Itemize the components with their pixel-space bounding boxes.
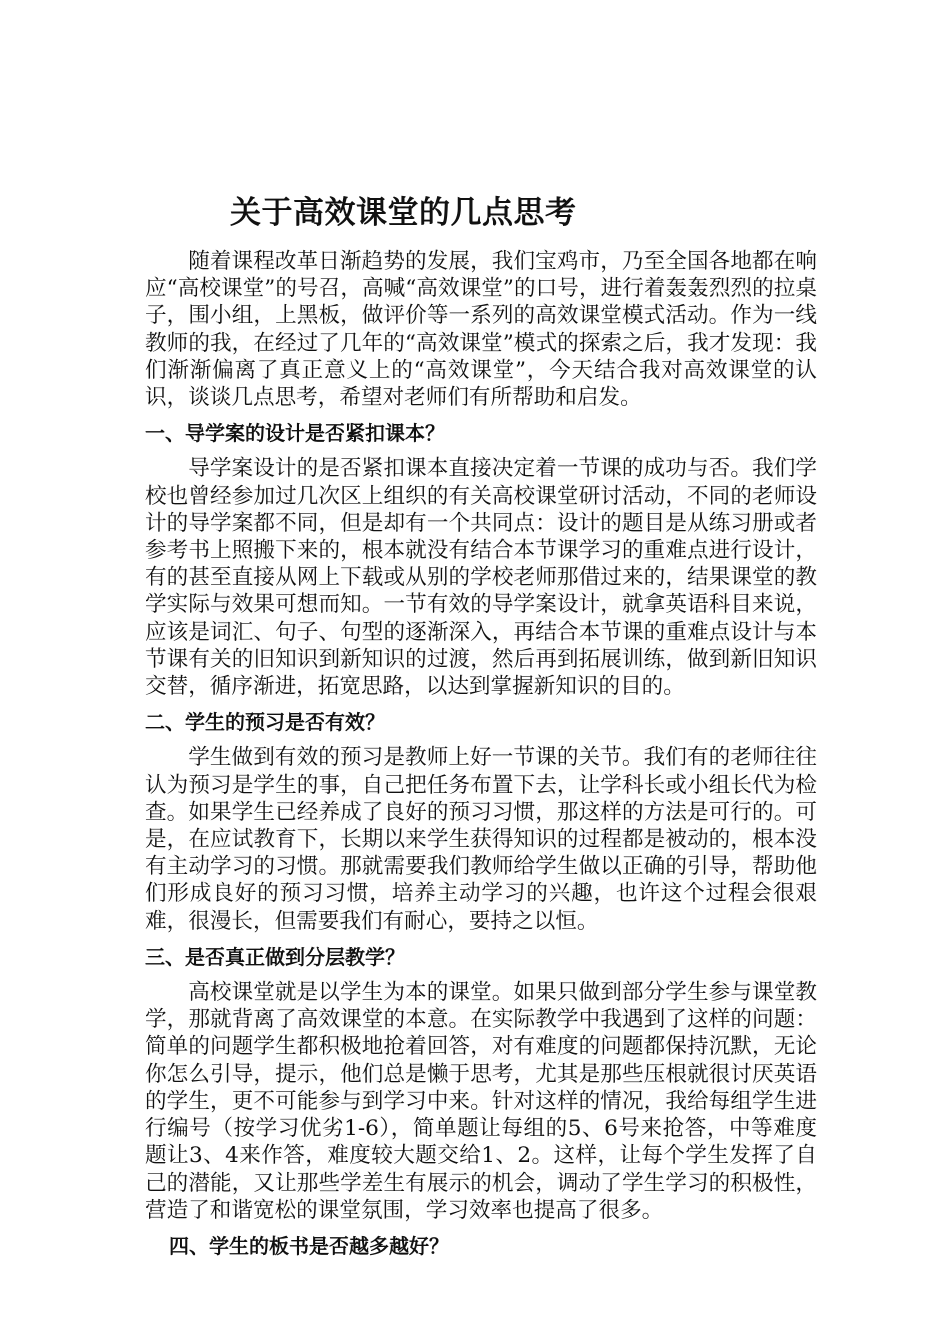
section-heading-1: 一、导学案的设计是否紧扣课本？ — [145, 421, 445, 446]
intro-paragraph: 随着课程改革日渐趋势的发展，我们宝鸡市，乃至全国各地都在响应“高校课堂”的号召，高喊“高效课堂”的口号，进行着轰轰烈烈的拉桌子，围小组，上黑板，做评价等一系列的高效课堂模式活动。作为一线教师的我，在经过了几年的“高效课堂”模式的探索之后，我才发现：我们渐渐偏离了真正意义上的“高效课堂”，今天结合我对高效课堂的认识，谈谈几点思考，希望对老师们有所帮助和启发。 — [145, 249, 817, 411]
section-body-3: 高校课堂就是以学生为本的课堂。如果只做到部分学生参与课堂教学，那就背离了高效课堂的本意。在实际教学中我遇到了这样的问题：简单的问题学生都积极地抢着回答，对有难度的问题都保持沉默，无论你怎么引导，提示，他们总是懒于思考，尤其是那些压根就很讨厌英语的学生，更不可能参与到学习中来。针对这样的情况，我给每组学生进行编号（按学习优劣1-6），简单题让每组的5、6号来抢答，中等难度题让3、4来作答，难度较大题交给1、2。这样，让每个学生发挥了自己的潜能，又让那些学差生有展示的机会，调动了学生学习的积极性，营造了和谐宽松的课堂氛围，学习效率也提高了很多。 — [145, 980, 817, 1223]
section-heading-2: 二、学生的预习是否有效？ — [145, 710, 385, 735]
section-heading-4: 四、学生的板书是否越多越好？ — [169, 1233, 449, 1258]
section-body-2: 学生做到有效的预习是教师上好一节课的关节。我们有的老师往往认为预习是学生的事，自己把任务布置下去，让学科长或小组长代为检查。如果学生已经养成了良好的预习习惯，那这样的方法是可行的。可是，在应试教育下，长期以来学生获得知识的过程都是被动的，根本没有主动学习的习惯。那就需要我们教师给学生做以正确的引导，帮助他们形成良好的预习习惯，培养主动学习的兴趣，也许这个过程会很艰难，很漫长，但需要我们有耐心，要持之以恒。 — [145, 745, 817, 934]
document-title: 关于高效课堂的几点思考 — [230, 195, 577, 231]
document-body — [145, 248, 817, 1268]
section-body-1: 导学案设计的是否紧扣课本直接决定着一节课的成功与否。我们学校也曾经参加过几次区上组织的有关高校课堂研讨活动，不同的老师设计的导学案都不同，但是却有一个共同点：设计的题目是从练习册或者参考书上照搬下来的，根本就没有结合本节课学习的重难点进行设计，有的甚至直接从网上下载或从别的学校老师那借过来的，结果课堂的教学实际与效果可想而知。一节有效的导学案设计，就拿英语科目来说，应该是词汇、句子、句型的逐渐深入，再结合本节课的重难点设计与本节课有关的旧知识到新知识的过渡，然后再到拓展训练，做到新旧知识交替，循序渐进，拓宽思路，以达到掌握新知识的目的。 — [145, 456, 817, 700]
section-heading-3: 三、是否真正做到分层教学？ — [145, 944, 405, 969]
